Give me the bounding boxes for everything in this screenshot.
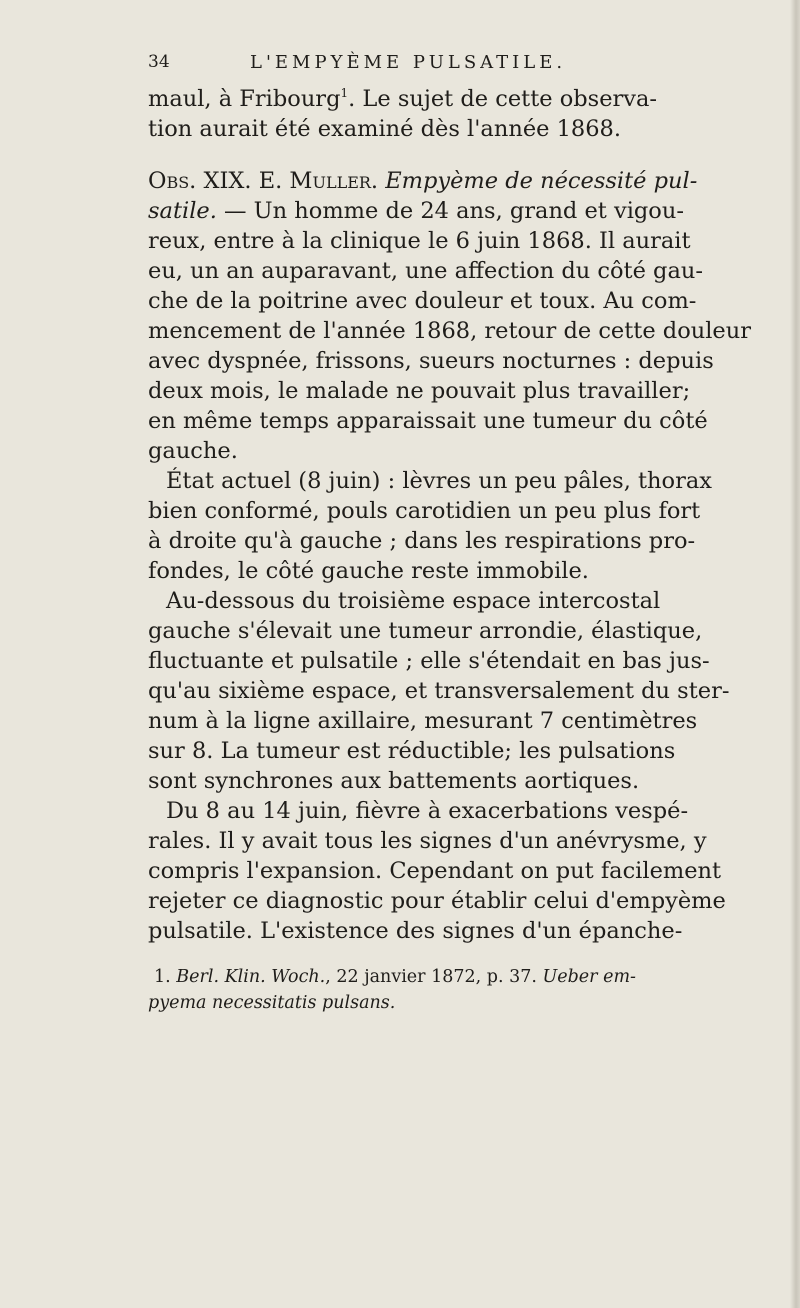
footnote-source: Berl. Klin. Woch.: [176, 967, 326, 987]
observation-title: Empyème de nécessité pul-: [385, 168, 698, 194]
footnote-number: 1.: [154, 967, 171, 987]
page-header: [148, 52, 758, 82]
text-line: num à la ligne axillaire, mesurant 7 centimètres: [148, 708, 698, 734]
text-line: sont synchrones aux battements aortiques.: [148, 768, 640, 794]
footnote-continuation: pyema necessitatis pulsans.: [148, 993, 396, 1013]
text-line: rales. Il y avait tous les signes d'un anévrysme, y: [148, 828, 707, 854]
text-line: à droite qu'à gauche ; dans les respirations pro-: [148, 528, 696, 554]
text-line: Du 8 au 14 juin, fièvre à exacerbations vespé-: [166, 798, 689, 824]
text-line: compris l'expansion. Cependant on put facilement: [148, 858, 722, 884]
text-line: eu, un an auparavant, une affection du côté gau-: [148, 258, 703, 284]
text-line: fondes, le côté gauche reste immobile.: [148, 558, 589, 584]
text-line: qu'au sixième espace, et transversalement du ster-: [148, 678, 730, 704]
footnote: 1. Berl. Klin. Woch., 22 janvier 1872, p. 37. Ueber em-: [154, 967, 636, 987]
text-line: en même temps apparaissait une tumeur du côté: [148, 408, 708, 434]
text-line: che de la poitrine avec douleur et toux. Au com-: [148, 288, 697, 314]
observation-label: Obs. XIX. E. Muller.: [148, 168, 379, 194]
text-line: État actuel (8 juin) : lèvres un peu pâles, thorax: [166, 468, 712, 494]
text-line: Au-dessous du troisième espace intercostal: [166, 588, 661, 614]
text-line: gauche.: [148, 438, 238, 464]
text-line: avec dyspnée, frissons, sueurs nocturnes : depuis: [148, 348, 714, 374]
text-line: mencement de l'année 1868, retour de cette douleur: [148, 318, 751, 344]
running-title: L'EMPYÈME PULSATILE.: [250, 52, 567, 73]
observation-heading-line: [148, 166, 758, 196]
text-line: rejeter ce diagnostic pour établir celui d'empyème: [148, 888, 726, 914]
text-line: bien conformé, pouls carotidien un peu plus fort: [148, 498, 701, 524]
text-line: fluctuante et pulsatile ; elle s'étendait en bas jus-: [148, 648, 710, 674]
text-line: sur 8. La tumeur est réductible; les pulsations: [148, 738, 676, 764]
text-line: gauche s'élevait une tumeur arrondie, élastique,: [148, 618, 703, 644]
text-line: tion aurait été examiné dès l'année 1868.: [148, 116, 622, 142]
text-line: reux, entre à la clinique le 6 juin 1868. Il aurait: [148, 228, 691, 254]
text-line: satile. — Un homme de 24 ans, grand et vigou-: [148, 198, 684, 224]
text-line: pulsatile. L'existence des signes d'un épanche-: [148, 918, 683, 944]
page-edge-shadow: [790, 0, 800, 1308]
page-number: 34: [148, 52, 170, 72]
footnote-marker: 1: [340, 86, 349, 100]
text-line: deux mois, le malade ne pouvait plus travailler;: [148, 378, 691, 404]
text-line: maul, à Fribourg$^1$. Le sujet de cette observa-: [148, 86, 657, 112]
